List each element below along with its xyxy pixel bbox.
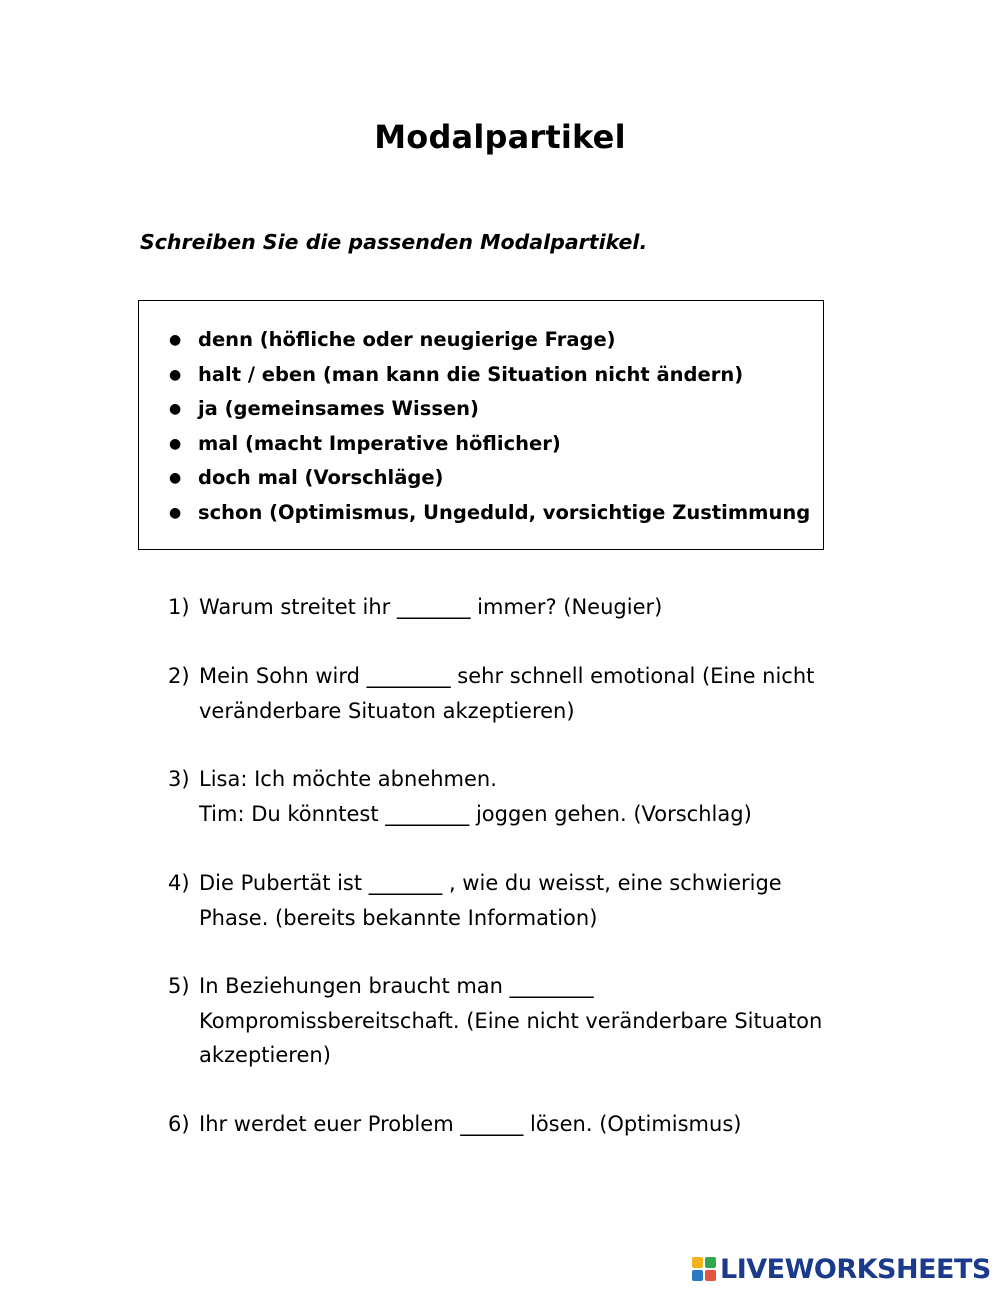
question-number: 1) — [168, 595, 190, 619]
logo-square — [692, 1257, 703, 1268]
word-box — [138, 300, 824, 550]
word-list-item: ● denn (höfliche oder neugierige Frage) — [139, 323, 823, 358]
question-text: Warum streitet ihr _______ immer? (Neugier) — [199, 595, 663, 619]
question-number: 6) — [168, 1112, 190, 1136]
word-list-item: ● ja (gemeinsames Wissen) — [139, 392, 823, 427]
logo-square — [692, 1270, 703, 1281]
bullet-icon: ● — [169, 435, 182, 452]
logo-text: LIVEWORKSHEETS — [720, 1253, 991, 1285]
question-text: Ihr werdet euer Problem ______ lösen. (Optimismus) — [199, 1112, 742, 1136]
question-text: Mein Sohn wird ________ sehr schnell emotional (Eine nicht — [199, 664, 815, 688]
question-text: Lisa: Ich möchte abnehmen. — [199, 767, 497, 791]
word-list-item: ● mal (macht Imperative höflicher) — [139, 427, 823, 462]
question-number: 4) — [168, 871, 190, 895]
question-text: Kompromissbereitschaft. (Eine nicht veränderbare Situaton — [199, 1008, 823, 1033]
logo-square — [705, 1257, 716, 1268]
bullet-icon: ● — [169, 504, 182, 521]
word-list-item: ● schon (Optimismus, Ungeduld, vorsichtige Zustimmung — [139, 496, 823, 531]
question-text: veränderbare Situaton akzeptieren) — [199, 698, 575, 723]
page-title: Modalpartikel — [374, 118, 626, 156]
instruction-text: Schreiben Sie die passenden Modalpartikel. — [140, 230, 648, 254]
word-list-item: ● halt / eben (man kann die Situation nicht ändern) — [139, 358, 823, 393]
question-number: 2) — [168, 664, 190, 688]
question-number: 5) — [168, 974, 190, 998]
bullet-icon: ● — [169, 366, 182, 383]
question-text: In Beziehungen braucht man ________ — [199, 974, 594, 998]
bullet-icon: ● — [169, 470, 182, 486]
bullet-icon: ● — [169, 401, 182, 417]
question-number: 3) — [168, 767, 190, 791]
question-text: akzeptieren) — [199, 1043, 331, 1067]
logo-square — [705, 1270, 716, 1281]
question-text: Die Pubertät ist _______ , wie du weisst, eine schwierige — [199, 871, 782, 895]
word-list-item: ● doch mal (Vorschläge) — [139, 461, 823, 496]
logo-mark-icon — [692, 1257, 716, 1281]
liveworksheets-logo — [692, 1254, 991, 1284]
bullet-icon: ● — [169, 332, 182, 348]
question-text: Tim: Du könntest ________ joggen gehen. (Vorschlag) — [199, 801, 752, 826]
question-text: Phase. (bereits bekannte Information) — [199, 905, 598, 930]
word-list — [139, 323, 823, 530]
